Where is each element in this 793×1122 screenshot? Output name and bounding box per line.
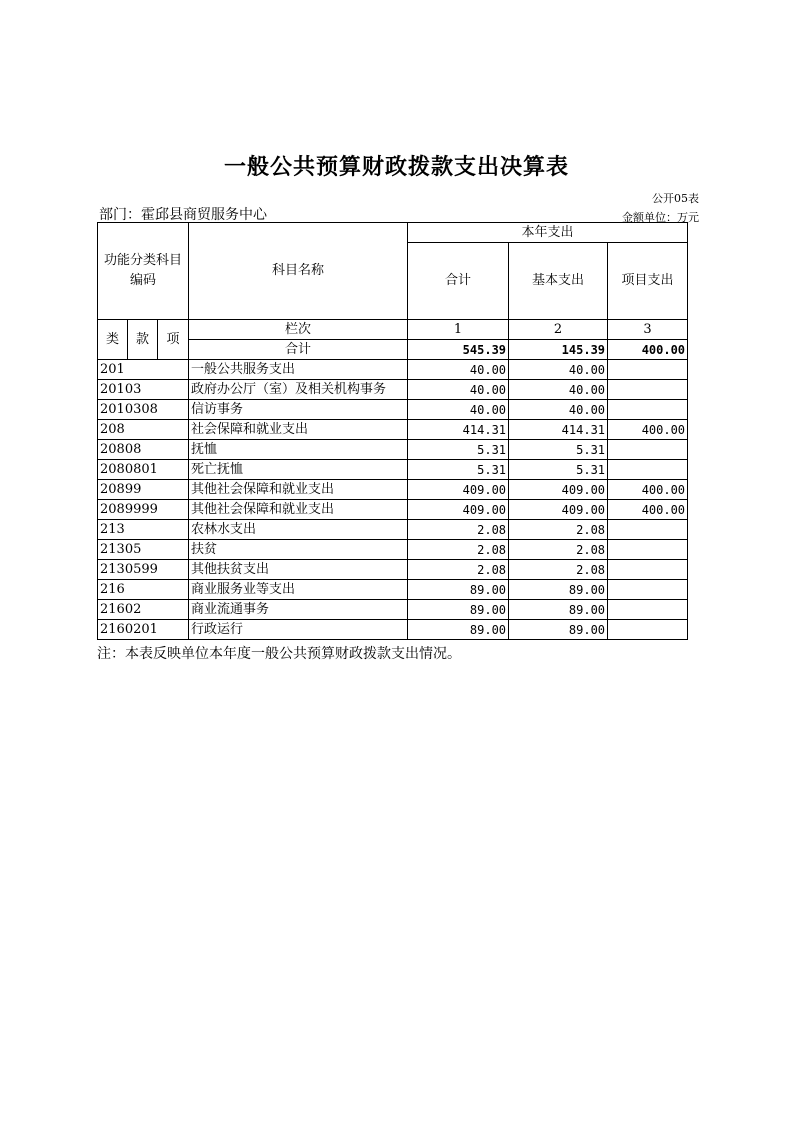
table-row: [98, 400, 688, 420]
row-basic: 40.00: [509, 360, 608, 380]
row-total: 2.08: [408, 540, 509, 560]
row-code: 2080801: [98, 460, 189, 480]
row-code: 21305: [98, 540, 189, 560]
row-subject-name: 社会保障和就业支出: [189, 420, 408, 440]
row-code: 20899: [98, 480, 189, 500]
department-label: 部门：霍邱县商贸服务中心: [99, 207, 267, 223]
form-code: 公开05表: [652, 192, 699, 205]
row-basic: 89.00: [509, 600, 608, 620]
column-number-row: [98, 320, 688, 340]
row-total: 414.31: [408, 420, 509, 440]
row-project: [608, 400, 688, 420]
row-project: [608, 520, 688, 540]
column-no-label: 栏次: [189, 320, 408, 340]
table-row: [98, 500, 688, 520]
lei-header: 类: [98, 320, 128, 360]
row-code: 20103: [98, 380, 189, 400]
row-subject-name: 一般公共服务支出: [189, 360, 408, 380]
row-code: 216: [98, 580, 189, 600]
amount-unit: 金额单位：万元: [622, 211, 699, 224]
row-subject-name: 抚恤: [189, 440, 408, 460]
expenditure-table: [97, 222, 688, 640]
row-subject-name: 政府办公厅（室）及相关机构事务: [189, 380, 408, 400]
subject-name-header: 科目名称: [189, 223, 408, 320]
summary-total: 545.39: [408, 340, 509, 360]
table-row: [98, 460, 688, 480]
row-total: 40.00: [408, 360, 509, 380]
this-year-header: 本年支出: [408, 223, 688, 243]
row-subject-name: 农林水支出: [189, 520, 408, 540]
row-code: 2160201: [98, 620, 189, 640]
row-subject-name: 其他社会保障和就业支出: [189, 480, 408, 500]
row-total: 409.00: [408, 500, 509, 520]
row-project: [608, 360, 688, 380]
row-total: 2.08: [408, 520, 509, 540]
row-total: 89.00: [408, 600, 509, 620]
row-basic: 40.00: [509, 380, 608, 400]
row-project: [608, 540, 688, 560]
row-code: 20808: [98, 440, 189, 460]
row-basic: 409.00: [509, 500, 608, 520]
row-project: 400.00: [608, 480, 688, 500]
table-row: [98, 620, 688, 640]
table-row: [98, 580, 688, 600]
col1-number: 1: [408, 320, 509, 340]
table-row: [98, 380, 688, 400]
row-basic: 5.31: [509, 440, 608, 460]
row-total: 89.00: [408, 620, 509, 640]
row-code: 201: [98, 360, 189, 380]
summary-project: 400.00: [608, 340, 688, 360]
row-code: 213: [98, 520, 189, 540]
row-subject-name: 死亡抚恤: [189, 460, 408, 480]
page-title: 一般公共预算财政拨款支出决算表: [223, 155, 569, 180]
row-project: [608, 440, 688, 460]
col3-number: 3: [608, 320, 688, 340]
table-row: [98, 360, 688, 380]
func-code-header: 功能分类科目编码: [98, 223, 189, 320]
table-row: [98, 560, 688, 580]
row-basic: 89.00: [509, 620, 608, 640]
row-subject-name: 商业服务业等支出: [189, 580, 408, 600]
footnote: 注：本表反映单位本年度一般公共预算财政拨款支出情况。: [97, 646, 461, 662]
row-project: [608, 600, 688, 620]
col2-number: 2: [509, 320, 608, 340]
row-basic: 409.00: [509, 480, 608, 500]
row-basic: 414.31: [509, 420, 608, 440]
table-row: [98, 480, 688, 500]
row-code: 208: [98, 420, 189, 440]
row-subject-name: 信访事务: [189, 400, 408, 420]
xiang-header: 项: [158, 320, 189, 360]
row-basic: 2.08: [509, 520, 608, 540]
row-basic: 89.00: [509, 580, 608, 600]
row-subject-name: 扶贫: [189, 540, 408, 560]
row-project: [608, 560, 688, 580]
total-header: 合计: [408, 243, 509, 320]
row-total: 5.31: [408, 440, 509, 460]
summary-basic: 145.39: [509, 340, 608, 360]
row-total: 40.00: [408, 380, 509, 400]
row-basic: 2.08: [509, 560, 608, 580]
row-total: 40.00: [408, 400, 509, 420]
basic-header: 基本支出: [509, 243, 608, 320]
summary-label: 合计: [189, 340, 408, 360]
row-subject-name: 其他社会保障和就业支出: [189, 500, 408, 520]
row-total: 409.00: [408, 480, 509, 500]
table-row: [98, 600, 688, 620]
header-row-1: [98, 223, 688, 243]
row-code: 21602: [98, 600, 189, 620]
table-row: [98, 440, 688, 460]
row-basic: 5.31: [509, 460, 608, 480]
project-header: 项目支出: [608, 243, 688, 320]
row-total: 89.00: [408, 580, 509, 600]
row-subject-name: 其他扶贫支出: [189, 560, 408, 580]
row-project: [608, 380, 688, 400]
row-total: 2.08: [408, 560, 509, 580]
table-row: [98, 540, 688, 560]
row-code: 2130599: [98, 560, 189, 580]
row-subject-name: 行政运行: [189, 620, 408, 640]
row-code: 2010308: [98, 400, 189, 420]
kuan-header: 款: [128, 320, 158, 360]
row-project: [608, 620, 688, 640]
row-subject-name: 商业流通事务: [189, 600, 408, 620]
row-basic: 2.08: [509, 540, 608, 560]
table-row: [98, 420, 688, 440]
row-project: [608, 460, 688, 480]
row-total: 5.31: [408, 460, 509, 480]
table-row: [98, 520, 688, 540]
row-project: [608, 580, 688, 600]
row-code: 2089999: [98, 500, 189, 520]
row-project: 400.00: [608, 420, 688, 440]
row-project: 400.00: [608, 500, 688, 520]
row-basic: 40.00: [509, 400, 608, 420]
